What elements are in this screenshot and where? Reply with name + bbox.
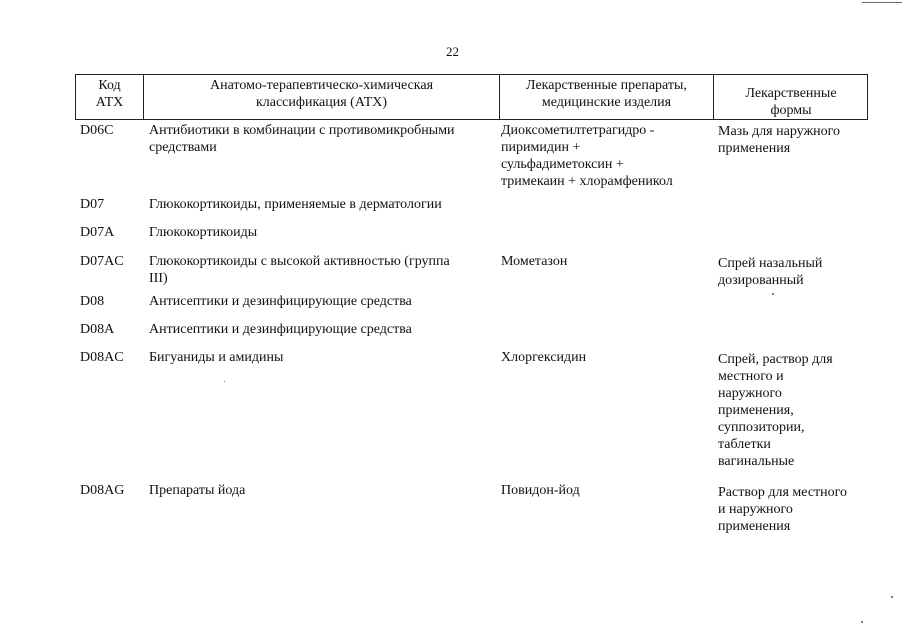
row-atc xyxy=(149,321,412,338)
row-atc xyxy=(149,122,455,156)
row-code: D08AC xyxy=(80,350,124,365)
atc-line: III) xyxy=(149,271,168,286)
row-code: D07A xyxy=(80,225,115,240)
row-atc xyxy=(149,349,283,366)
row-form xyxy=(718,484,847,535)
page-number: 22 xyxy=(446,44,459,59)
row-form xyxy=(718,351,833,470)
table-header xyxy=(75,74,868,120)
row-drug xyxy=(501,482,580,499)
form-line: таблетки xyxy=(718,437,771,452)
atc-line: Антисептики и дезинфицирующие средства xyxy=(149,322,412,337)
header-code-line: АТХ xyxy=(95,95,124,110)
header-drugs-line: медицинские изделия xyxy=(541,95,672,110)
drug-line: Мометазон xyxy=(501,254,568,269)
scan-corner-mark xyxy=(862,2,902,3)
form-line: наружного xyxy=(718,386,782,401)
form-line: применения xyxy=(718,141,791,156)
form-line: вагинальные xyxy=(718,454,795,469)
header-drugs xyxy=(500,75,714,119)
row-code: D08AG xyxy=(80,483,125,498)
form-line: Раствор для местного xyxy=(718,485,848,500)
atc-line: Антисептики и дезинфицирующие средства xyxy=(149,294,412,309)
header-dosage-forms xyxy=(714,75,868,119)
form-line: и наружного xyxy=(718,502,793,517)
row-code: D06C xyxy=(80,123,114,138)
atc-line: Глюкокортикоиды, применяемые в дерматологии xyxy=(149,197,442,212)
atc-line: Антибиотики в комбинации с противомикробными xyxy=(149,123,455,138)
form-line: применения xyxy=(718,519,791,534)
row-code: D08A xyxy=(80,322,115,337)
row-form xyxy=(718,123,840,157)
row-atc xyxy=(149,482,245,499)
form-line: дозированный xyxy=(718,273,804,288)
atc-line: Глюкокортикоиды с высокой активностью (группа xyxy=(149,254,450,269)
header-forms-line: формы xyxy=(770,103,812,118)
header-atc-line: Анатомо-терапевтическо-химическая xyxy=(209,78,434,93)
row-atc xyxy=(149,224,257,241)
drug-line: тримекаин + хлорамфеникол xyxy=(501,174,673,189)
atc-line: Бигуаниды и амидины xyxy=(149,350,284,365)
drug-line: сульфадиметоксин + xyxy=(501,157,624,172)
atc-line: Препараты йода xyxy=(149,483,246,498)
form-line: местного и xyxy=(718,369,784,384)
atc-line: Глюкокортикоиды xyxy=(149,225,258,240)
row-drug xyxy=(501,349,586,366)
row-atc xyxy=(149,196,442,213)
header-atc-line: классификация (АТХ) xyxy=(255,95,388,110)
header-code-line: Код xyxy=(98,78,121,93)
drug-line: Повидон-йод xyxy=(501,483,580,498)
scan-speck xyxy=(772,293,774,295)
header-atc-classification xyxy=(144,75,500,119)
row-code: D07 xyxy=(80,197,105,212)
scan-speck xyxy=(861,621,863,623)
drug-line: Диоксометилтетрагидро - xyxy=(501,123,655,138)
form-line: Спрей назальный xyxy=(718,256,823,271)
drug-line: пиримидин + xyxy=(501,140,581,155)
row-atc xyxy=(149,253,450,287)
row-form xyxy=(718,255,822,289)
scan-speck xyxy=(224,381,225,382)
drug-line: Хлоргексидин xyxy=(501,350,587,365)
atc-line: средствами xyxy=(149,140,217,155)
header-code xyxy=(76,75,144,119)
form-line: Спрей, раствор для xyxy=(718,352,833,367)
scan-speck xyxy=(891,596,893,598)
header-drugs-line: Лекарственные препараты, xyxy=(526,78,687,93)
row-code: D08 xyxy=(80,294,105,309)
form-line: суппозитории, xyxy=(718,420,805,435)
form-line: Мазь для наружного xyxy=(718,124,841,139)
row-drug xyxy=(501,122,673,190)
row-atc xyxy=(149,293,412,310)
row-drug xyxy=(501,253,567,270)
row-code: D07AC xyxy=(80,254,124,269)
form-line: применения, xyxy=(718,403,794,418)
header-forms-line: Лекарственные xyxy=(745,86,837,101)
